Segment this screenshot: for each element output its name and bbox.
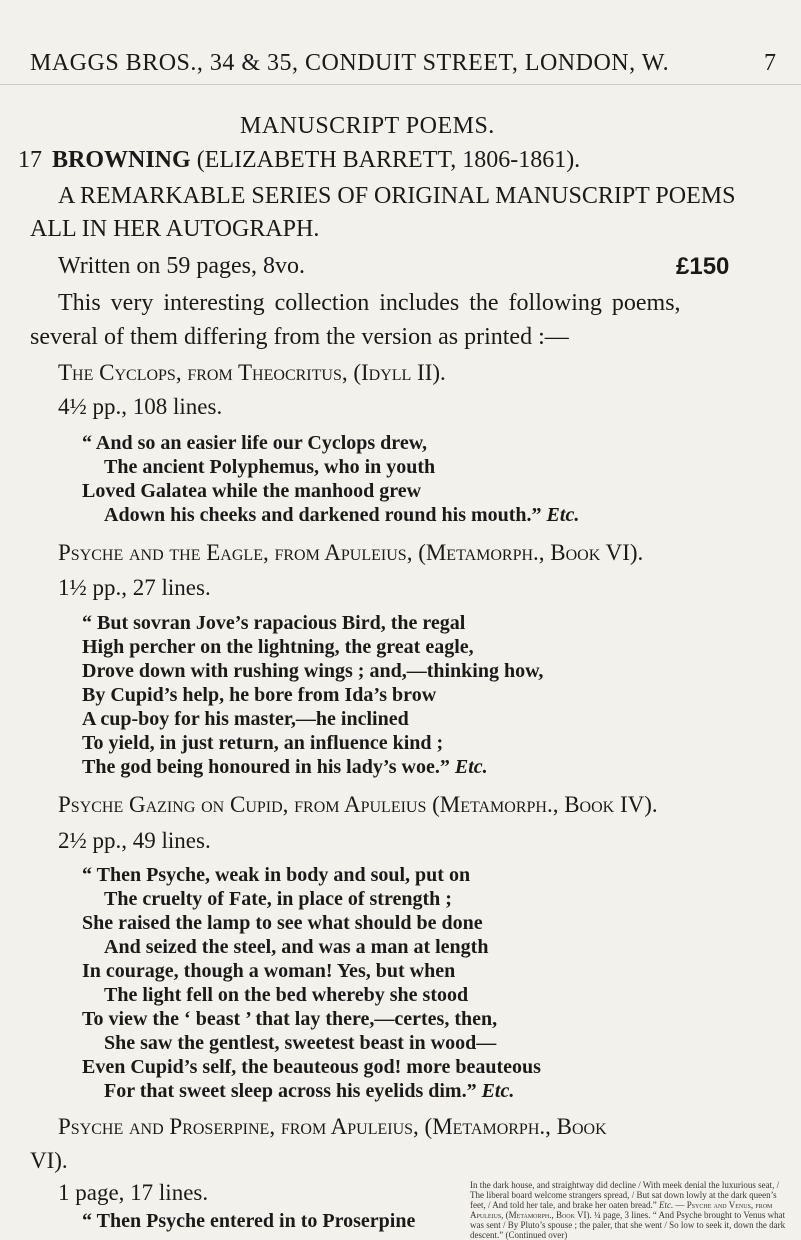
verse-line: So low to seek it, down the dark descent.” <box>470 1220 786 1240</box>
continued-note: (Continued over) <box>505 1230 568 1240</box>
verse-line: And seized the steel, and was a man at length <box>104 936 489 958</box>
verse-line: “ And Psyche brought to Venus what was sent <box>470 1210 786 1230</box>
verse-line: “ Then Psyche entered in to Proserpine <box>82 1210 416 1232</box>
poem-extent: 4½ pp., 108 lines. <box>58 394 223 419</box>
lot-author-detail: (ELIZABETH BARRETT, 1806-1861). <box>196 147 581 173</box>
verse-line: In the dark house, and straightway did decline <box>470 1180 636 1190</box>
verse-line: She saw the gentlest, sweetest beast in wood— <box>104 1032 497 1054</box>
verse-line: High percher on the lightning, the great eagle, <box>82 636 474 658</box>
poem-extent: ¼ page, 3 lines. <box>594 1210 651 1220</box>
running-header <box>30 50 669 77</box>
verse-line: Loved Galatea while the manhood grew <box>82 480 422 502</box>
poem-title: Psyche and the Eagle, from Apuleius, (Metamorph., Book VI). <box>58 540 644 565</box>
verse-line: “ But sovran Jove’s rapacious Bird, the regal <box>82 612 466 634</box>
verse-line: But sat down lowly at the dark queen’s feet, <box>470 1190 777 1210</box>
verse-line: And told her tale, and brake her oaten bread.” <box>492 1200 657 1210</box>
poem-title: Psyche Gazing on Cupid, from Apuleius (Metamorph., Book IV). <box>58 792 658 817</box>
verse-line: A cup-boy for his master,—he inclined <box>82 708 409 730</box>
verse-line: The cruelty of Fate, in place of strength ; <box>104 888 452 910</box>
poem-extent: 1 page, 17 lines. <box>58 1180 209 1205</box>
verse-line: The ancient Polyphemus, who in youth <box>104 456 436 478</box>
verse-line: The liberal board welcome strangers spread, <box>470 1190 630 1200</box>
verse-line: Even Cupid’s self, the beauteous god! more beauteous <box>82 1056 541 1078</box>
lot-headline-2: ALL IN HER AUTOGRAPH. <box>30 216 320 242</box>
lot-intro-1: This very interesting collection includes the following poems, <box>58 290 681 316</box>
verse-line: The light fell on the bed whereby she stood <box>104 984 469 1006</box>
verse-line: With meek denial the luxurious seat, <box>642 1180 775 1190</box>
etc-label: Etc. <box>658 1200 674 1210</box>
poem-title: Psyche and Proserpine, from Apuleius, (Metamorph., Book <box>58 1114 607 1139</box>
poem-title: Psyche and Venus, from Apuleius, (Metamorph., Book VI). <box>470 1200 773 1220</box>
lot-intro-2: several of them differing from the version as printed :— <box>30 324 569 350</box>
verse-line: “ And so an easier life our Cyclops drew, <box>82 432 428 454</box>
verse-line: For that sweet sleep across his eyelids dim.” Etc. <box>104 1080 515 1102</box>
continuation-notes: In the dark house, and straightway did decline / With meek denial the luxurious seat, / The liberal board welcome strangers spread, / But sat down lowly at the dark queen’s feet, / And told her tale, and brake her oaten bread.” Etc. — Psyche and Venus, from Apuleius, (Metamorph., Book VI). ¼ page, 3 lines. “ And Psyche brought to Venus what was sent / By Pluto’s spouse ; the paler, that she went / So low to seek it, down the dark descent.” (Continued over) <box>470 1180 786 1240</box>
poem-title-cont: VI). <box>30 1148 68 1173</box>
lot-number: 17 <box>18 147 42 173</box>
verse-line: She raised the lamp to see what should be done <box>82 912 483 934</box>
poem-extent: 2½ pp., 49 lines. <box>58 828 211 853</box>
verse-line: By Pluto’s spouse ; the paler, that she went <box>507 1220 663 1230</box>
verse-line: The god being honoured in his lady’s woe.” Etc. <box>82 756 488 778</box>
lot-headline-1: A REMARKABLE SERIES OF ORIGINAL MANUSCRIPT POEMS <box>58 183 736 209</box>
lot-price: £150 <box>676 253 730 280</box>
verse-line: Adown his cheeks and darkened round his mouth.” Etc. <box>104 504 580 526</box>
header-text: MAGGS BROS., 34 & 35, CONDUIT STREET, LONDON, W. <box>30 50 670 76</box>
verse-line: Drove down with rushing wings ; and,—thinking how, <box>82 660 544 682</box>
verse-line: “ Then Psyche, weak in body and soul, put on <box>82 864 471 886</box>
page-number: 7 <box>764 50 776 76</box>
lot-description: Written on 59 pages, 8vo. <box>58 253 305 279</box>
lot-author: BROWNING <box>52 147 191 173</box>
verse-line: To yield, in just return, an influence kind ; <box>82 732 444 754</box>
section-title: MANUSCRIPT POEMS. <box>240 113 495 139</box>
header-rule <box>0 84 801 85</box>
lot-heading <box>18 147 580 174</box>
poem-extent: 1½ pp., 27 lines. <box>58 575 211 600</box>
verse-line: By Cupid’s help, he bore from Ida’s brow <box>82 684 437 706</box>
verse-line: To view the ‘ beast ’ that lay there,—certes, then, <box>82 1008 498 1030</box>
poem-title: The Cyclops, from Theocritus, (Idyll II). <box>58 360 446 385</box>
verse-line: In courage, though a woman! Yes, but when <box>82 960 456 982</box>
